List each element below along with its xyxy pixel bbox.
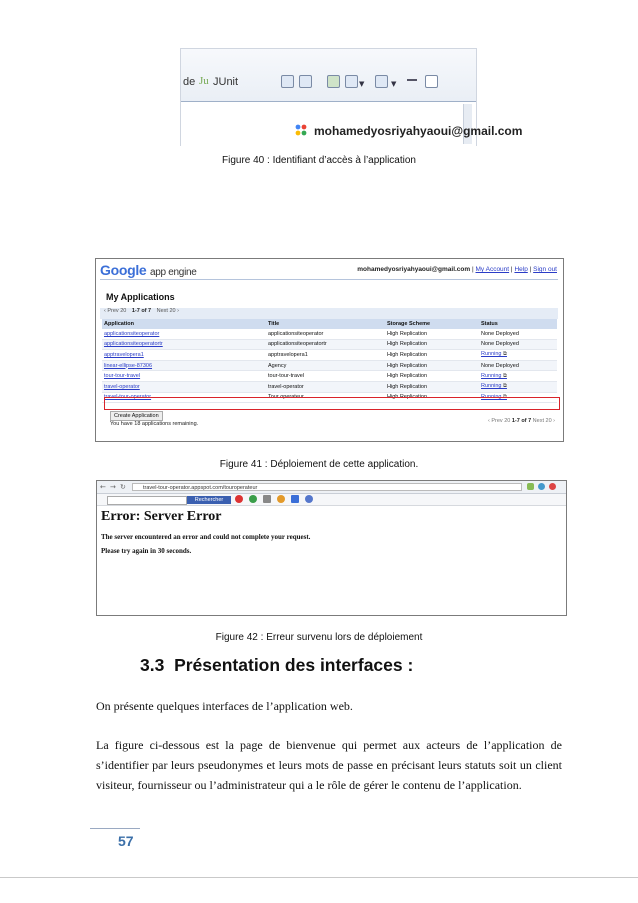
toolbar-search-input[interactable] — [107, 496, 187, 505]
tab-partial-label: de — [183, 76, 196, 88]
paragraph: La figure ci-dessous est la page de bienvenue qui permet aux acteurs de l’application de s’identifier par leurs pseudonymes et leurs mots de passe en précisant leurs statuts soit un client visiteur, fournisseur ou l’administrateur qui a le rôle de gérer le contenu de l’application. — [96, 738, 562, 792]
figure-42-caption: Figure 42 : Erreur survenu lors de déploiement — [215, 632, 423, 643]
status-running-link[interactable]: Running ⧉ — [479, 371, 557, 382]
separator: | — [529, 266, 532, 273]
app-link[interactable]: tour-tour-travel — [102, 371, 266, 382]
app-link[interactable]: apptravelopera1 — [102, 350, 266, 361]
table-row — [102, 371, 557, 382]
app-title: travel-operator — [266, 381, 385, 392]
app-title: applicationsiteoperator — [266, 329, 385, 339]
pager-prev[interactable]: ‹ Prev 20 — [104, 308, 127, 314]
app-link[interactable]: applicationsiteoperatortr — [102, 339, 266, 350]
account-links — [357, 266, 557, 273]
error-message: The server encountered an error and could not complete your request. — [101, 533, 311, 541]
toolbar-icon[interactable] — [249, 495, 257, 503]
section-heading — [140, 655, 413, 676]
app-link[interactable]: travel-tour-operator — [102, 392, 266, 403]
separator: | — [471, 266, 474, 273]
maximize-icon[interactable] — [425, 75, 438, 88]
junit-tab[interactable]: JUnit — [213, 76, 239, 88]
storage-scheme: High Replication — [385, 360, 479, 371]
app-title: applicationsiteoperatortr — [266, 339, 385, 350]
toolbar-icon[interactable] — [235, 495, 243, 503]
column-header: Title — [266, 319, 385, 329]
search-button[interactable]: Rechercher — [187, 496, 231, 504]
section-title-text: Présentation des interfaces : — [174, 655, 414, 675]
status-text: None Deployed — [479, 360, 557, 371]
window-icon: ⧉ — [501, 351, 507, 358]
toolbar-icon[interactable] — [375, 75, 388, 88]
status-running-link[interactable]: Running ⧉ — [479, 350, 557, 361]
table-row — [102, 381, 557, 392]
google-account-icon — [295, 124, 307, 136]
table-row — [102, 329, 557, 339]
pager-prev[interactable]: ‹ Prev 20 — [488, 418, 511, 424]
status-text: None Deployed — [479, 329, 557, 339]
minimize-icon[interactable] — [407, 79, 417, 81]
app-title: Agency — [266, 360, 385, 371]
figure-42-screenshot — [96, 480, 567, 616]
junit-icon: Ju — [199, 75, 209, 87]
logo-google-text: Google — [100, 262, 147, 278]
logo-appengine-text: app engine — [150, 267, 197, 278]
table-row — [102, 360, 557, 371]
section-title: My Applications — [106, 292, 175, 302]
pager-next[interactable]: Next 20 › — [532, 418, 555, 424]
figure-40-screenshot — [180, 48, 523, 146]
page-number: 57 — [118, 833, 134, 849]
highlight-box — [104, 397, 560, 410]
toolbar-icon[interactable] — [263, 495, 271, 503]
create-application-button[interactable]: Create Application — [110, 411, 163, 421]
paragraph: On présente quelques interfaces de l’application web. — [96, 699, 353, 713]
figure-41-caption: Figure 41 : Déploiement de cette application. — [219, 459, 419, 470]
pager-top — [100, 308, 558, 319]
storage-scheme: High Replication — [385, 381, 479, 392]
column-header: Application — [102, 319, 266, 329]
sign-out-link[interactable]: Sign out — [533, 266, 557, 273]
status-running-link[interactable]: Running ⧉ — [479, 381, 557, 392]
extension-icon[interactable] — [538, 483, 545, 490]
reload-icon[interactable]: ↻ — [120, 483, 126, 491]
toolbar-icon[interactable] — [299, 75, 312, 88]
storage-scheme: High Replication — [385, 350, 479, 361]
forward-icon[interactable]: → — [110, 483, 116, 491]
column-header: Status — [479, 319, 557, 329]
column-header: Storage Scheme — [385, 319, 479, 329]
table-row — [102, 350, 557, 361]
window-icon: ⧉ — [501, 393, 507, 400]
status-running-link[interactable]: Running ⧉ — [479, 392, 557, 403]
status-text: None Deployed — [479, 339, 557, 350]
figure-41-screenshot — [95, 258, 564, 442]
table-row — [102, 339, 557, 350]
toolbar-icon[interactable] — [277, 495, 285, 503]
app-title: Tour operateur — [266, 392, 385, 403]
extension-icon[interactable] — [527, 483, 534, 490]
error-retry-message: Please try again in 30 seconds. — [101, 547, 192, 555]
address-bar[interactable]: travel-tour-operator.appspot.com/touroperateur — [132, 483, 522, 491]
storage-scheme: High Replication — [385, 339, 479, 350]
pager-range: 1-7 of 7 — [131, 308, 152, 314]
app-link[interactable]: linear-ellipse-87306 — [102, 360, 266, 371]
account-email: mohamedyosriyahyaoui@gmail.com — [314, 124, 523, 138]
help-link[interactable]: Help — [514, 266, 528, 273]
remaining-text: You have 18 applications remaining. — [110, 421, 199, 427]
pager-next[interactable]: Next 20 › — [156, 308, 179, 314]
pager-bottom — [488, 418, 555, 424]
error-title: Error: Server Error — [101, 509, 222, 524]
chevron-down-icon[interactable]: ▼ — [359, 80, 365, 88]
app-link[interactable]: travel-operator — [102, 381, 266, 392]
extension-icon[interactable] — [549, 483, 556, 490]
storage-scheme: High Replication — [385, 329, 479, 339]
app-link[interactable]: applicationsiteoperator — [102, 329, 266, 339]
toolbar-icon[interactable] — [291, 495, 299, 503]
help-icon[interactable] — [305, 495, 313, 503]
toolbar-icon[interactable] — [281, 75, 294, 88]
separator: | — [510, 266, 513, 273]
back-icon[interactable]: ← — [100, 483, 106, 491]
applications-table — [102, 319, 557, 403]
toolbar-icon[interactable] — [345, 75, 358, 88]
window-icon: ⧉ — [501, 383, 507, 390]
app-title: tour-tour-travel — [266, 371, 385, 382]
window-icon: ⧉ — [501, 372, 507, 379]
section-number: 3.3 — [140, 655, 165, 675]
figure-40-caption: Figure 40 : Identifiant d’accès à l’application — [221, 155, 416, 166]
storage-scheme: High Replication — [385, 371, 479, 382]
app-title: apptravelopera1 — [266, 350, 385, 361]
chevron-down-icon[interactable]: ▼ — [391, 80, 397, 88]
toolbar-icon[interactable] — [327, 75, 340, 88]
app-engine-logo — [100, 262, 197, 278]
pager-range: 1-7 of 7 — [511, 418, 532, 424]
storage-scheme: High Replication — [385, 392, 479, 403]
my-account-link[interactable]: My Account — [475, 266, 510, 273]
account-name: mohamedyosriyahyaoui@gmail.com — [357, 266, 471, 273]
